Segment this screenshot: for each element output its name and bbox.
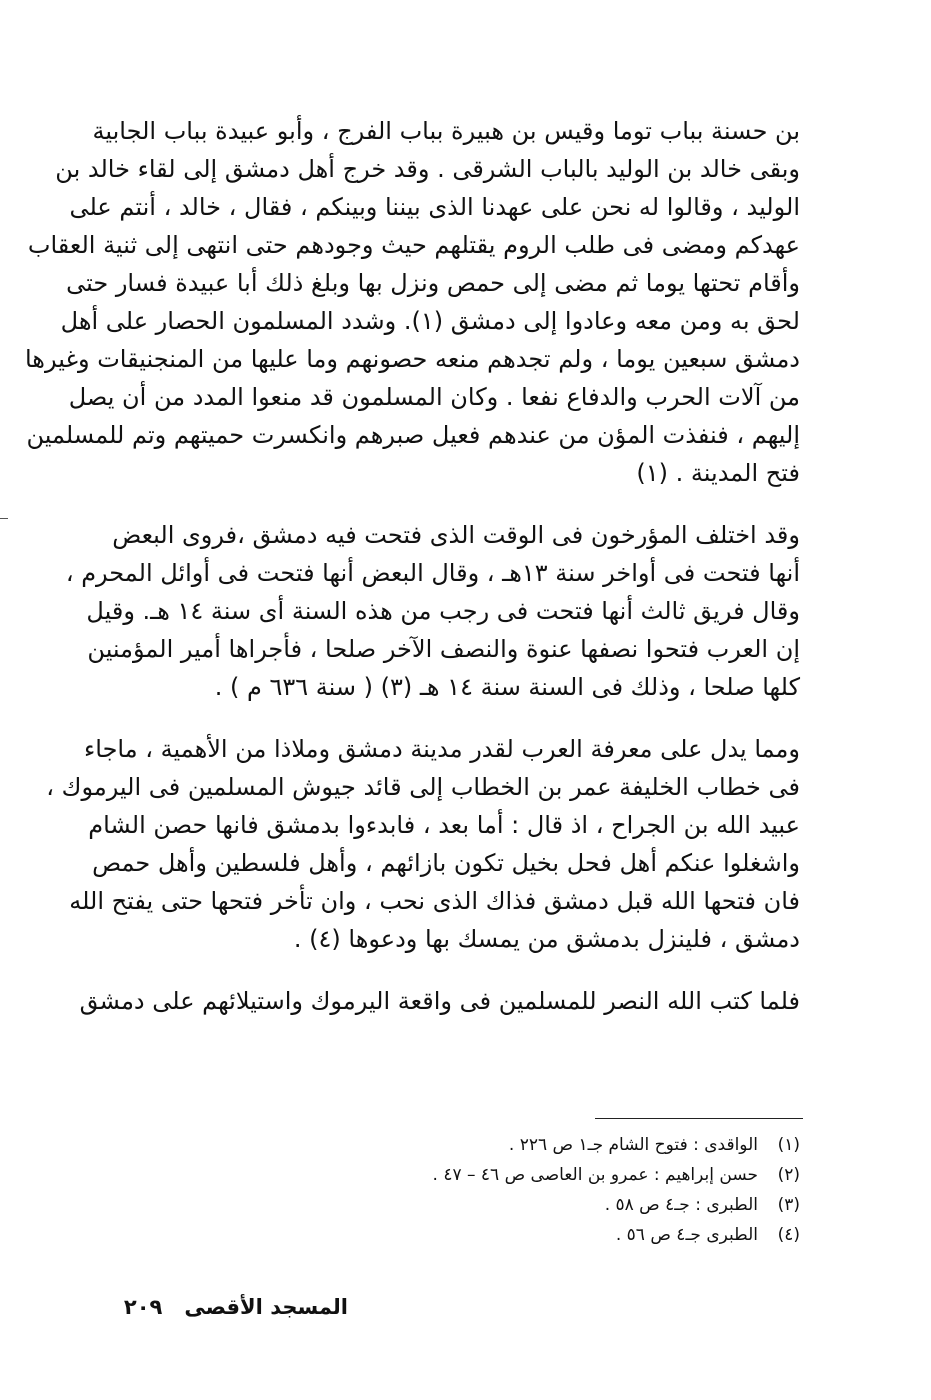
footnote-number: (٣) — [777, 1195, 800, 1215]
paragraph-1 — [24, 112, 800, 492]
paragraph-gap — [138, 706, 800, 730]
text-line: فان فتحها الله قبل دمشق فذاك الذى نحب ، وان تأخر فتحها حتى يفتح الله — [69, 887, 800, 915]
text-line: دمشق ، فلينزل بدمشق من يمسك بها ودعوها (٤) . — [293, 925, 800, 953]
footnote-divider — [595, 1118, 803, 1119]
text-line: فلما كتب الله النصر للمسلمين فى واقعة اليرموك واستيلائهم على دمشق — [79, 987, 800, 1015]
paragraph-3 — [46, 730, 800, 958]
footnote-number: (١) — [777, 1135, 800, 1155]
footnote-text: حسن إبراهيم : عمرو بن العاصى ص ٤٦ – ٤٧ . — [432, 1165, 758, 1185]
text-line: إليهم ، فنفذت المؤن من عندهم فعيل صبرهم وانكسرت حميتهم وتم للمسلمين — [26, 421, 800, 449]
footnote-number: (٢) — [777, 1165, 800, 1185]
text-line: لحق به ومن معه وعادوا إلى دمشق (١). وشدد المسلمون الحصار على أهل — [60, 307, 800, 335]
footnote — [300, 1220, 800, 1250]
text-line: كلها صلحا ، وذلك فى السنة سنة ١٤ هـ (٣) ( سنة ٦٣٦ م ) . — [214, 673, 800, 701]
text-line: دمشق سبعين يوما ، ولم تجدهم منعه حصونهم وما عليها من المنجنيقات وغيرها — [24, 345, 800, 373]
footnote-text: الطبرى : جـ٤ ص ٥٨ . — [604, 1195, 758, 1215]
text-line: وقد اختلف المؤرخون فى الوقت الذى فتحت فيه دمشق ،فروى البعض — [112, 521, 800, 549]
paragraph-4 — [79, 982, 800, 1020]
footnote-text: الطبرى جـ٤ ص ٥٦ . — [615, 1225, 758, 1245]
text-line: فتح المدينة . (١) — [636, 459, 800, 487]
margin-mark — [0, 518, 8, 519]
footnote-number: (٤) — [777, 1225, 800, 1245]
text-line: بن حسنة بباب توما وقيس بن هبيرة بباب الفرج ، وأبو عبيدة بباب الجابية — [92, 117, 800, 145]
footnotes — [300, 1130, 800, 1250]
text-line: عهدكم ومضى فى طلب الروم يقتلهم حيث وجودهم حتى انتهى إلى ثنية العقاب — [27, 231, 800, 259]
page-footer — [123, 1295, 348, 1319]
text-line: واشغلوا عنكم أهل فحل بخيل تكون بازائهم ، وأهل فلسطين وأهل حمص — [92, 849, 800, 877]
text-line: عبيد الله بن الجراح ، اذ قال : أما بعد ، فابدءوا بدمشق فانها حصن الشام — [88, 811, 800, 839]
paragraph-2 — [65, 516, 800, 706]
paragraph-gap — [138, 492, 800, 516]
footnote — [300, 1130, 800, 1160]
text-line: الوليد ، وقالوا له نحن على عهدنا الذى بيننا وبينكم ، فقال ، خالد ، أنتم على — [69, 193, 800, 221]
text-line: وأقام تحتها يوما ثم مضى إلى حمص ونزل بها وبلغ ذلك أبا عبيدة فسار حتى — [66, 269, 800, 297]
footnote — [300, 1160, 800, 1190]
text-line: من آلات الحرب والدفاع نفعا . وكان المسلمون قد منعوا المدد من أن يصل — [68, 383, 800, 411]
text-line: أنها فتحت فى أواخر سنة ١٣هـ ، وقال البعض أنها فتحت فى أوائل المحرم ، — [65, 559, 800, 587]
text-line: وبقى خالد بن الوليد بالباب الشرقى . وقد خرج أهل دمشق إلى لقاء خالد بن — [55, 155, 800, 183]
footnote — [300, 1190, 800, 1220]
text-line: إن العرب فتحوا نصفها عنوة والنصف الآخر صلحا ، فأجراها أمير المؤمنين — [87, 635, 800, 663]
text-line: فى خطاب الخليفة عمر بن الخطاب إلى قائد جيوش المسلمين فى اليرموك ، — [46, 773, 800, 801]
text-line: ومما يدل على معرفة العرب لقدر مدينة دمشق وملاذا من الأهمية ، ماجاء — [83, 735, 800, 763]
running-title: المسجد الأقصى — [184, 1295, 348, 1319]
text-line: وقال فريق ثالث أنها فتحت فى رجب من هذه السنة أى سنة ١٤ هـ. وقيل — [86, 597, 800, 625]
footnote-text: الواقدى : فتوح الشام جـ١ ص ٢٢٦ . — [508, 1135, 758, 1155]
body-text — [24, 112, 800, 1020]
paragraph-gap — [138, 958, 800, 982]
page-number: ٢٠٩ — [123, 1295, 163, 1319]
